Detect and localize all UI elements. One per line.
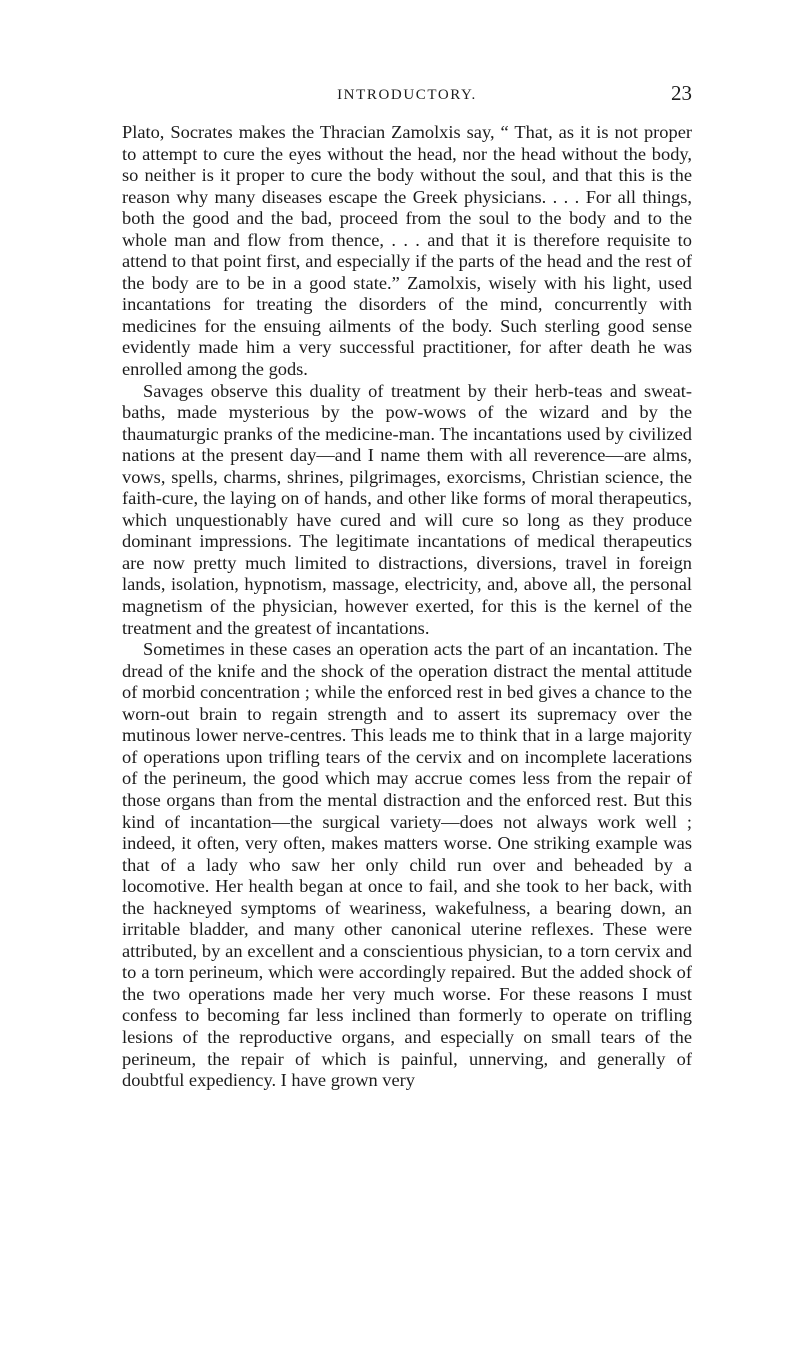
paragraph-1: Plato, Socrates makes the Thracian Zamolxis say, “ That, as it is not proper to attempt to cure the eyes without the head, nor the head without the body, so neither is it proper to cure the body without the soul, and that this is the reason why many diseases escape the Greek physicians. . . . For all things, both the good and the bad, proceed from the soul to the body and to the whole man and flow from thence, . . . and that it is therefore requisite to attend to that point first, and especially if the parts of the head and the rest of the body are to be in a good state.” Zamolxis, wisely with his light, used incantations for treating the disorders of the mind, concurrently with medicines for the ensuing ailments of the body. Such sterling good sense evidently made him a very successful practitioner, for after death he was enrolled among the gods. <box>122 122 692 380</box>
running-title: INTRODUCTORY. <box>337 87 477 103</box>
running-head <box>122 81 692 106</box>
paragraph-2: Savages observe this duality of treatment by their herb-teas and sweat-baths, made mysterious by the pow-wows of the wizard and by the thaumaturgic pranks of the medicine-man. The incantations used by civilized nations at the present day—and I name them with all reverence—are alms, vows, spells, charms, shrines, pilgrimages, exorcisms, Christian science, the faith-cure, the laying on of hands, and other like forms of moral therapeutics, which unquestionably have cured and will cure so long as they produce dominant impressions. The legitimate incantations of medical therapeutics are now pretty much limited to distractions, diversions, travel in foreign lands, isolation, hypnotism, massage, electricity, and, above all, the personal magnetism of the physician, however exerted, for this is the kernel of the treatment and the greatest of incantations. <box>122 380 692 638</box>
page-number: 23 <box>671 81 692 105</box>
paragraph-3: Sometimes in these cases an operation acts the part of an incantation. The dread of the knife and the shock of the operation distract the mental attitude of morbid concentration ; while the enforced rest in bed gives a chance to the worn-out brain to regain strength and to assert its supremacy over the mutinous lower nerve-centres. This leads me to think that in a large majority of operations upon trifling tears of the cervix and on incomplete lacerations of the perineum, the good which may accrue comes less from the repair of those organs than from the mental distraction and the enforced rest. But this kind of incantation—the surgical variety—does not always work well ; indeed, it often, very often, makes matters worse. One striking example was that of a lady who saw her only child run over and beheaded by a locomotive. Her health began at once to fail, and she took to her back, with the hackneyed symptoms of weariness, wakefulness, a bearing down, an irritable bladder, and many other canonical uterine reflexes. These were attributed, by an excellent and a conscientious physician, to a torn cervix and to a torn perineum, which were accordingly repaired. But the added shock of the two operations made her very much worse. For these reasons I must confess to becoming far less inclined than formerly to operate on trifling lesions of the reproductive organs, and especially on small tears of the perineum, the repair of which is painful, unnerving, and generally of doubtful expediency. I have grown very <box>122 639 692 1091</box>
body-text <box>122 122 692 1092</box>
